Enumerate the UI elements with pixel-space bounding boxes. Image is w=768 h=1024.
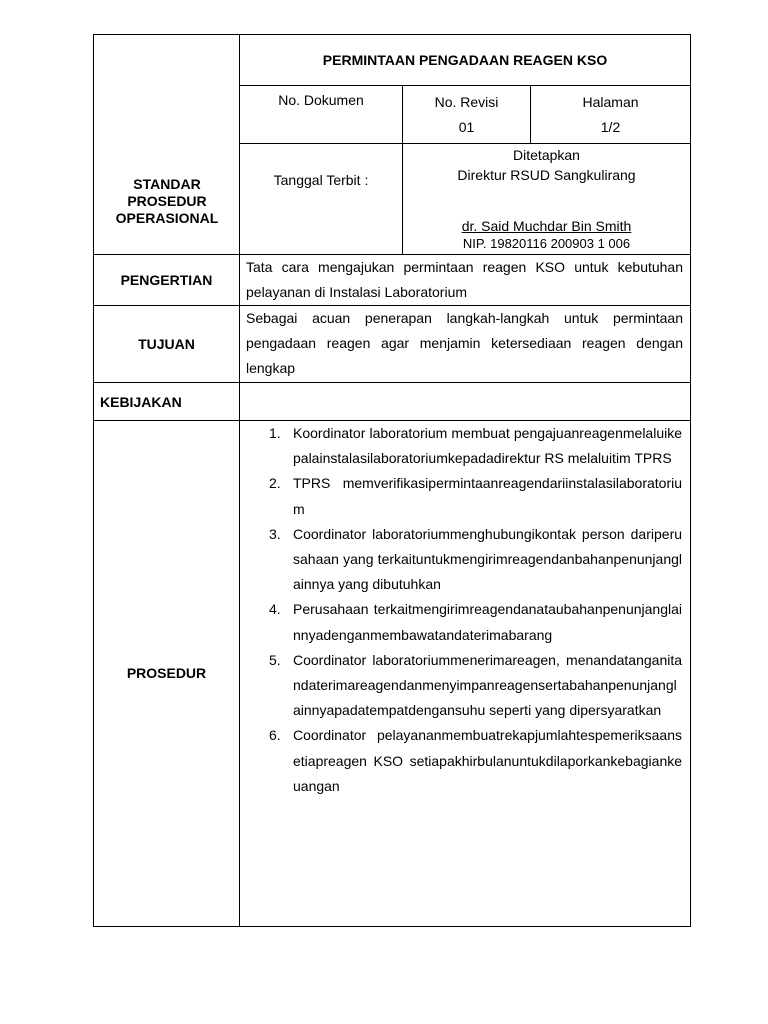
penetapan-cell (403, 144, 691, 255)
prosedur-item-text: Perusahaan terkaitmengirimreagendanataubahanpenunjanglainnyadenganmembawatandaterimabarang (293, 601, 683, 643)
kebijakan-text (240, 383, 691, 421)
prosedur-item-number: 1. (269, 425, 281, 441)
document-title: PERMINTAAN PENGADAAN REAGEN KSO (240, 35, 691, 86)
prosedur-item (269, 597, 683, 647)
halaman-cell (531, 86, 691, 144)
prosedur-item-number: 5. (269, 651, 281, 668)
prosedur-item-number: 2. (269, 475, 281, 492)
prosedur-label: PROSEDUR (94, 421, 240, 927)
prosedur-item-text: TPRS memverifikasipermintaanreagendariinstalasilaboratorium (293, 475, 683, 517)
prosedur-item (269, 723, 683, 799)
nama-direktur: dr. Said Muchdar Bin Smith (461, 218, 632, 234)
no-dokumen-cell (240, 86, 403, 144)
halaman-value: 1/2 (600, 119, 621, 135)
sop-document-table (93, 34, 691, 927)
prosedur-item (269, 471, 683, 521)
no-revisi-value: 01 (458, 119, 475, 135)
tujuan-label: TUJUAN (94, 306, 240, 383)
prosedur-item-text: Coordinator pelayananmembuatrekapjumlahtespemeriksaansetiapreagen KSO setiapakhirbulanuntukdilaporkankebagiankeuangan (293, 727, 683, 794)
prosedur-item-text: Coordinator laboratoriummenghubungikontak person dariperusahaan yang terkaituntukmengirimreagendanbahanpenunjanglainnya yang dibutuhkan (293, 525, 683, 593)
tanggal-terbit-label: Tanggal Terbit : (273, 172, 369, 188)
no-dokumen-label: No. Dokumen (278, 92, 364, 108)
no-revisi-label: No. Revisi (434, 94, 499, 110)
prosedur-cell (240, 421, 691, 927)
kebijakan-label: KEBIJAKAN (94, 383, 240, 421)
prosedur-item (269, 648, 683, 724)
prosedur-item-number: 3. (269, 525, 281, 542)
prosedur-item-text: Koordinator laboratorium membuat pengajuanreagenmelaluikepalainstalasilaboratoriumkepadadirektur RS melaluitim TPRS (293, 425, 683, 467)
prosedur-item (269, 522, 683, 598)
prosedur-item-text: Coordinator laboratoriummenerimareagen, menandatanganitandaterimareagendanmenyimpanreagensertabahanpenunjanglainnyapadatempatdengansuhu seperti yang dipersyaratkan (293, 651, 683, 719)
pengertian-label: PENGERTIAN (94, 255, 240, 306)
prosedur-list (240, 421, 690, 799)
prosedur-item-number: 6. (269, 727, 281, 744)
halaman-label: Halaman (582, 94, 639, 110)
prosedur-item (269, 421, 683, 471)
ditetapkan-label: Ditetapkan (513, 147, 580, 163)
sop-label: STANDAR PROSEDUR OPERASIONAL (115, 176, 219, 226)
prosedur-item-number: 4. (269, 601, 281, 618)
jabatan-direktur: Direktur RSUD Sangkulirang (457, 167, 636, 183)
tujuan-text: Sebagai acuan penerapan langkah-langkah untuk permintaan pengadaan reagen agar menjamin ketersediaan reagen dengan lengkap (240, 306, 691, 383)
pengertian-text: Tata cara mengajukan permintaan reagen KSO untuk kebutuhan pelayanan di Instalasi Laboratorium (240, 255, 691, 306)
nip-direktur: NIP. 19820116 200903 1 006 (462, 236, 631, 251)
tanggal-terbit-cell (240, 144, 403, 255)
no-revisi-cell (403, 86, 531, 144)
